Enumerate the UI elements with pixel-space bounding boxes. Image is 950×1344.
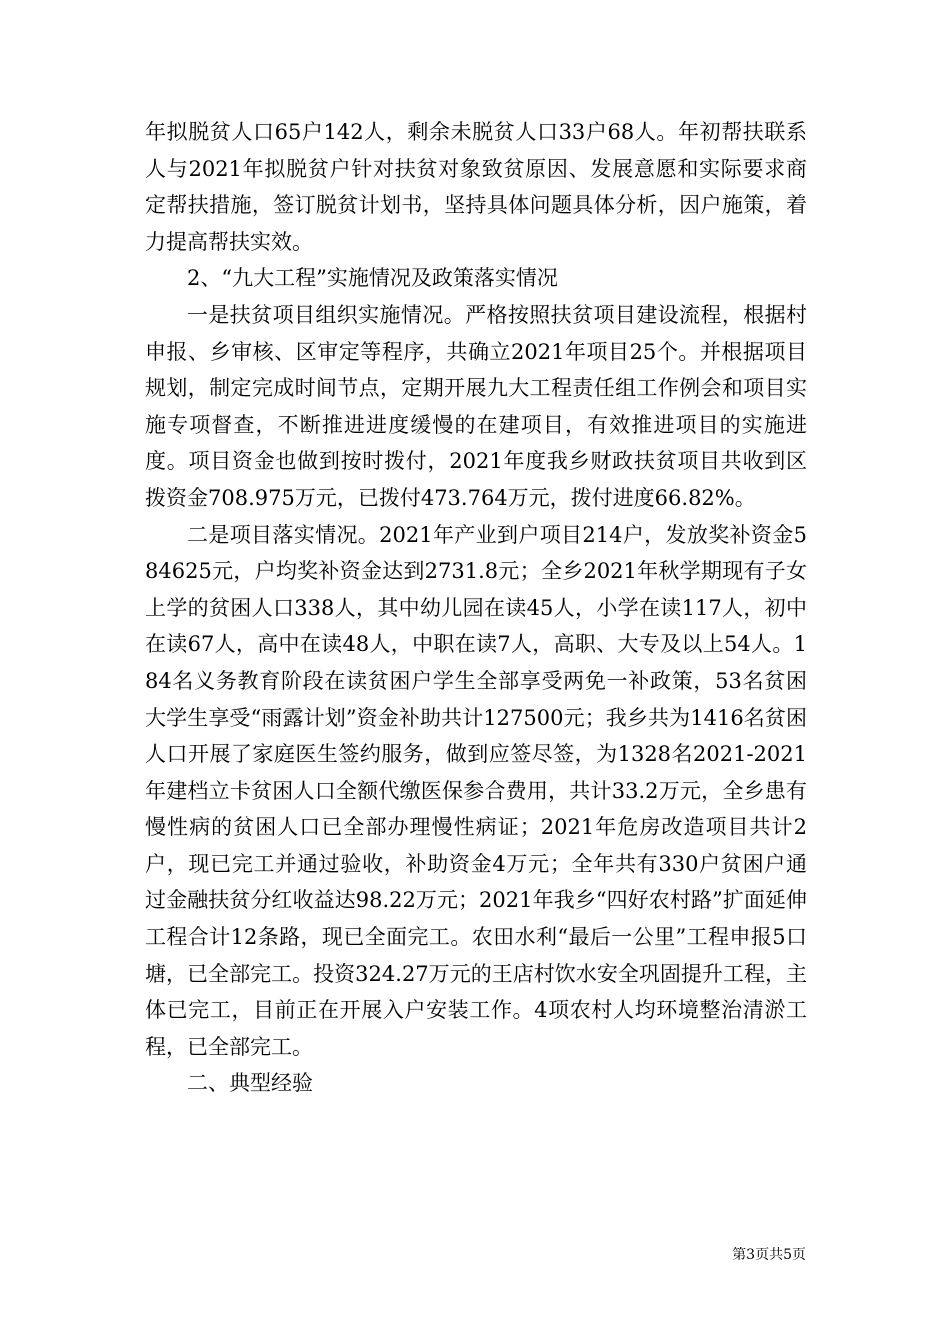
section-heading-nine-projects: 2、“九大工程”实施情况及政策落实情况 [187,266,558,291]
page-number: 第3页共5页 [732,1247,806,1263]
section-heading-typical-experience: 二、典型经验 [187,1071,313,1096]
paragraph-project-implementation: 一是扶贫项目组织实施情况。严格按照扶贫项目建设流程，根据村申报、乡审核、区审定等程序，共确立2021年项目25个。并根据项目规划，制定完成时间节点，定期开展九大工程责任组工作例会和项目实施专项督查，不断推进进度缓慢的在建项目，有效推进项目的实施进度。项目资金也做到按时拨付，2021年度我乡财政扶贫项目共收到区拨资金708.975万元，已拨付473.764万元，拨付进度66.82%。 [145,302,807,510]
paragraph-continuation: 年拟脱贫人口65户142人，剩余未脱贫人口33户68人。年初帮扶联系人与2021年拟脱贫户针对扶贫对象致贫原因、发展意愿和实际要求商定帮扶措施，签订脱贫计划书，坚持具体问题具体分析，因户施策，着力提高帮扶实效。 [145,120,807,254]
paragraph-project-results: 二是项目落实情况。2021年产业到户项目214户，发放奖补资金584625元，户均奖补资金达到2731.8元；全乡2021年秋学期现有子女上学的贫困人口338人，其中幼儿园在读45人，小学在读117人，初中在读67人，高中在读48人，中职在读7人，高职、大专及以上54人。184名义务教育阶段在读贫困户学生全部享受两免一补政策，53名贫困大学生享受“雨露计划”资金补助共计127500元；我乡共为1416名贫困人口开展了家庭医生签约服务，做到应签尽签，为1328名2021-2021年建档立卡贫困人口全额代缴医保参合费用，共计33.2万元，全乡患有慢性病的贫困人口已全部办理慢性病证；2021年危房改造项目共计2户，现已完工并通过验收，补助资金4万元；全年共有330户贫困户通过金融扶贫分红收益达98.22万元；2021年我乡“四好农村路”扩面延伸工程合计12条路，现已全面完工。农田水利“最后一公里”工程申报5口塘，已全部完工。投资324.27万元的王店村饮水安全巩固提升工程，主体已完工，目前正在开展入户安装工作。4项农村人均环境整治清淤工程，已全部完工。 [145,522,807,1059]
document-body [145,114,807,1102]
